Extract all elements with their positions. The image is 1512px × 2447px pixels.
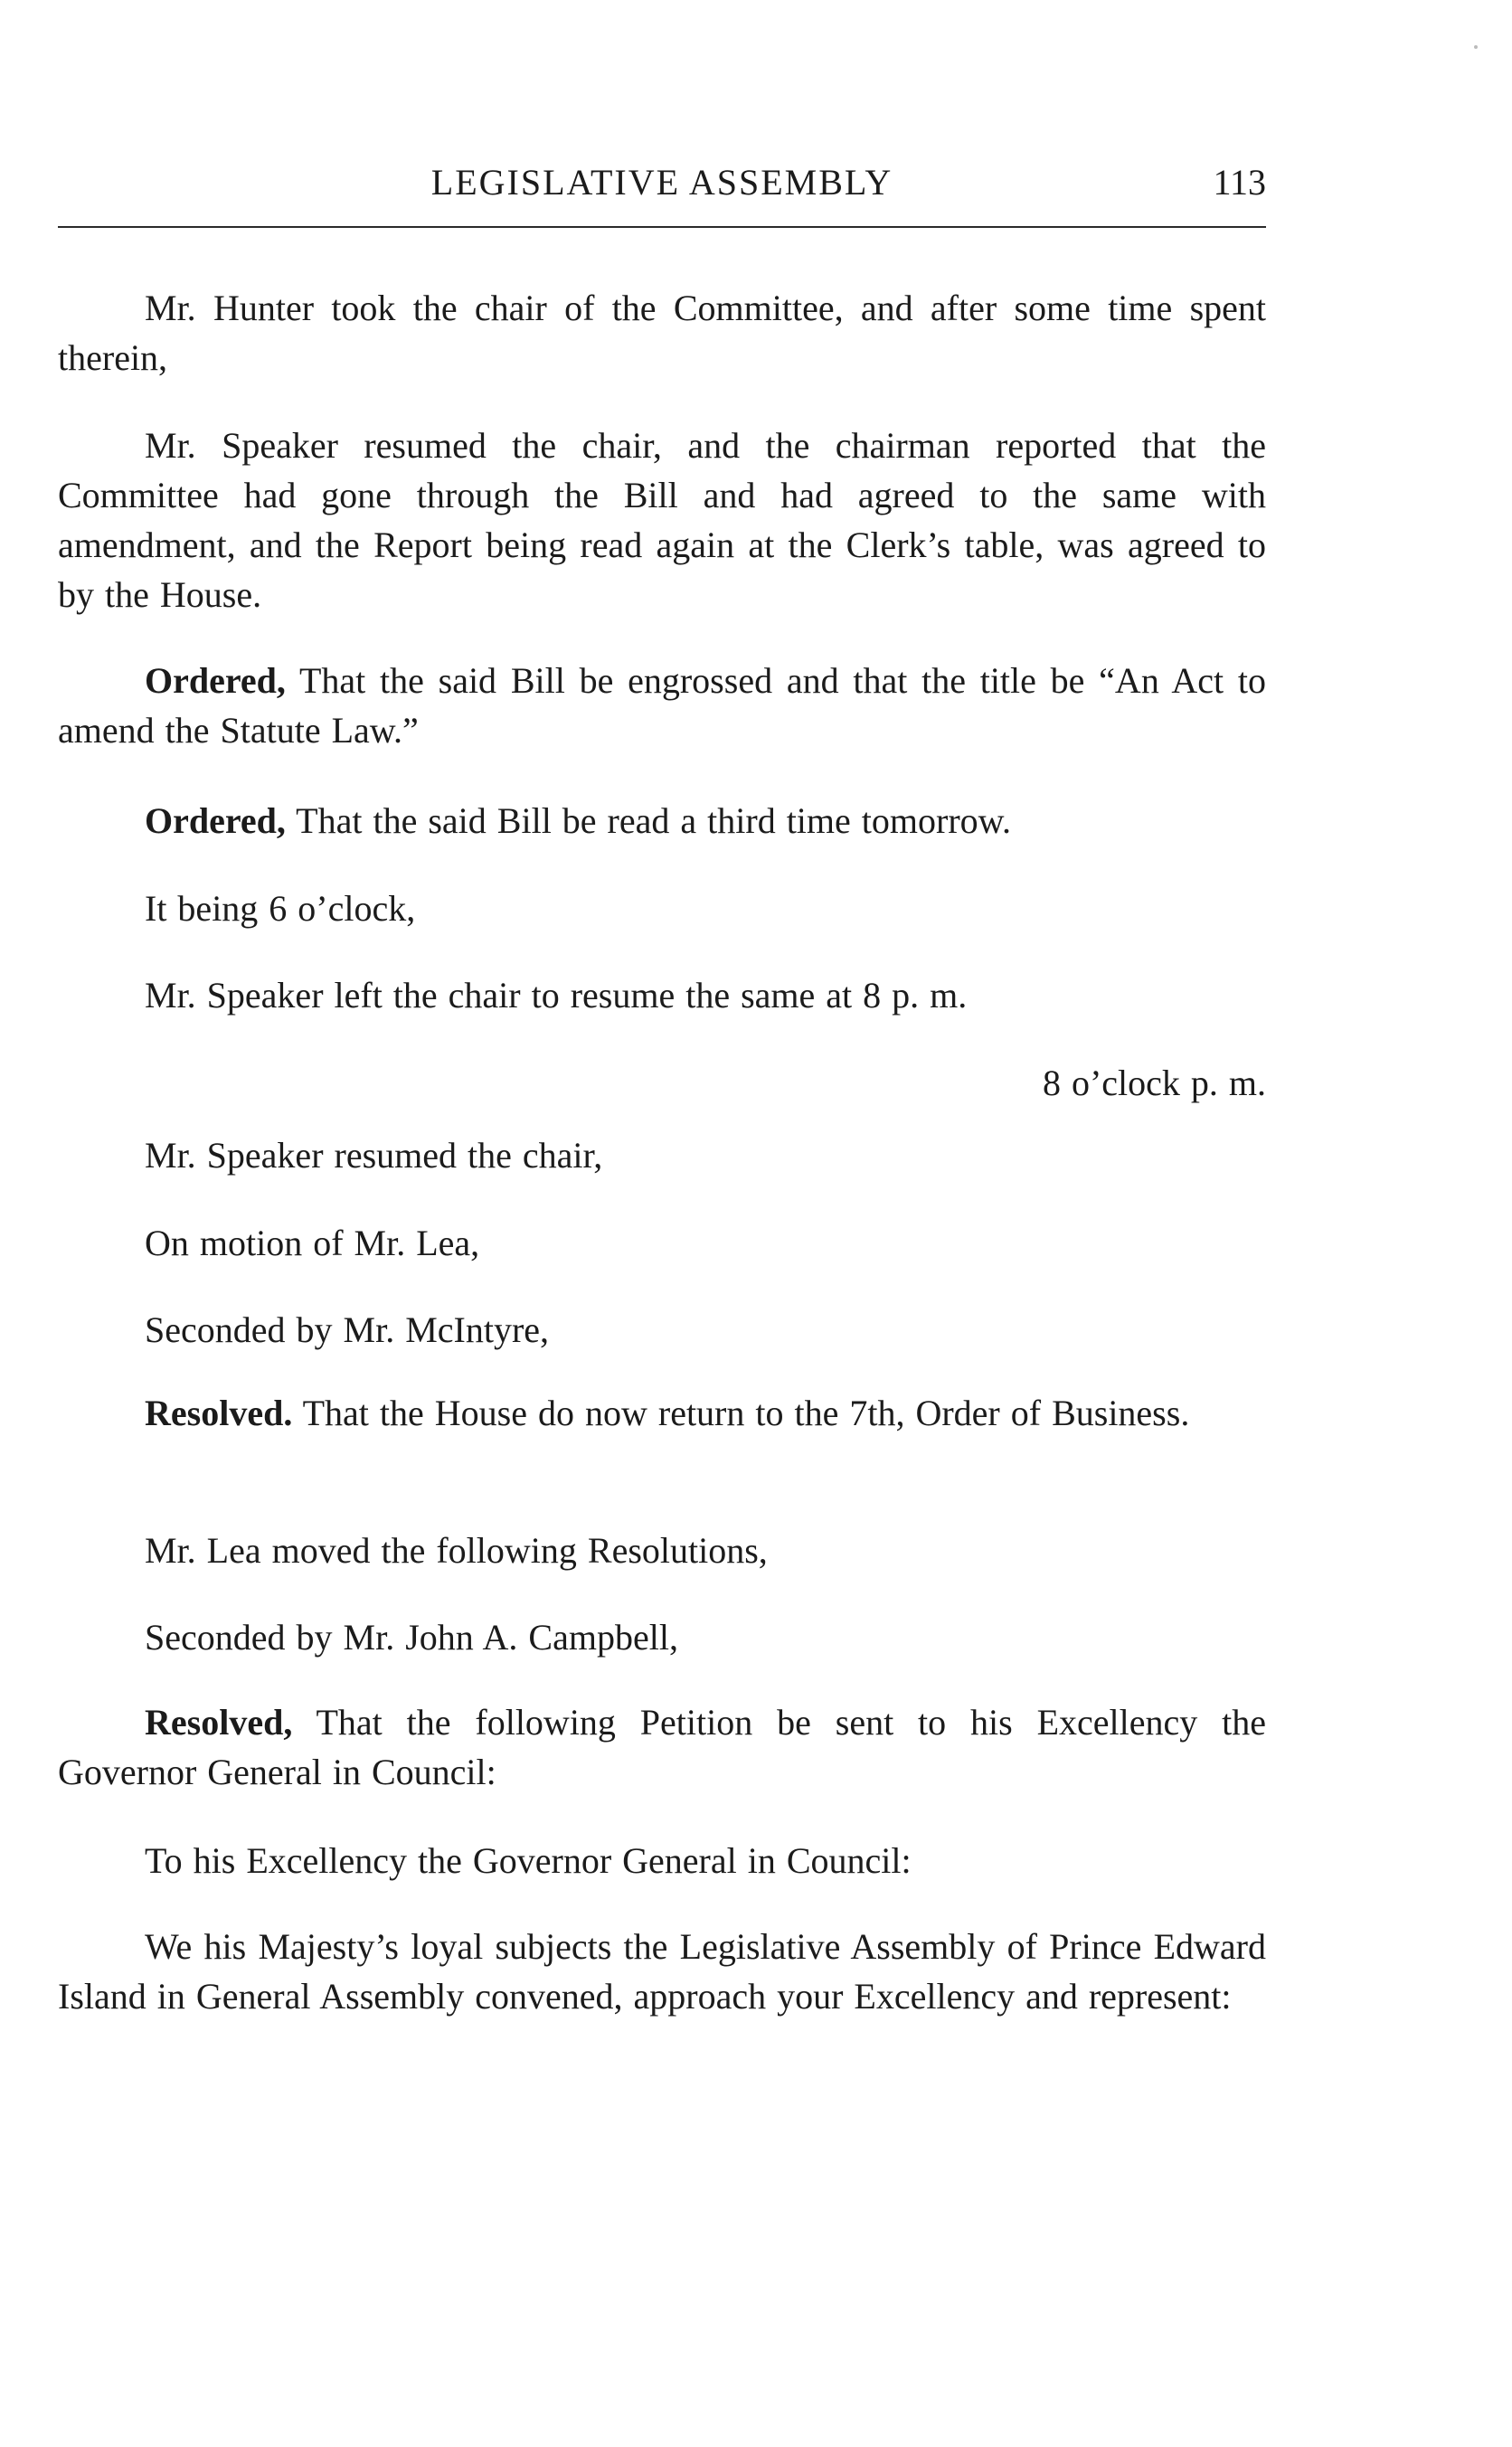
running-header <box>58 161 1266 208</box>
ordered-label: Ordered, <box>145 660 286 701</box>
paragraph-seconded-mcintyre: Seconded by Mr. McIntyre, <box>145 1309 550 1350</box>
paragraph-lea-moved: Mr. Lea moved the following Resolutions, <box>145 1530 768 1571</box>
resolved-text: That the following Petition be sent to his Excellency the Governor General in Council: <box>58 1702 1266 1792</box>
paragraph-eight-oclock: 8 o’clock p. m. <box>1042 1063 1266 1103</box>
paragraph-motion-lea: On motion of Mr. Lea, <box>145 1223 480 1263</box>
paragraph-petition-body: We his Majesty’s loyal subjects the Legislative Assembly of Prince Edward Island in General Assembly convened, approach your Excellency and represent: <box>58 1926 1266 2017</box>
paragraph-six-oclock: It being 6 o’clock, <box>145 888 416 929</box>
resolved-text: That the House do now return to the 7th, Order of Business. <box>292 1393 1190 1433</box>
header-rule <box>58 226 1266 228</box>
margin-speck <box>1474 45 1478 49</box>
ordered-text: That the said Bill be read a third time tomorrow. <box>285 800 1011 841</box>
header-title: LEGISLATIVE ASSEMBLY <box>430 162 893 203</box>
paragraph-speaker-left: Mr. Speaker left the chair to resume the same at 8 p. m. <box>145 975 968 1016</box>
ordered-text: That the said Bill be engrossed and that the title be “An Act to amend the Statute Law.” <box>58 660 1266 751</box>
paragraph-committee-report: Mr. Speaker resumed the chair, and the chairman reported that the Committee had gone through the Bill and had agreed to the same with amendment, and the Report being read again at the Clerk’s table, was agreed to by the House. <box>58 425 1266 615</box>
paragraph-ordered-third-reading <box>58 796 1266 846</box>
paragraph-committee-chair: Mr. Hunter took the chair of the Committee, and after some time spent therein, <box>58 288 1266 378</box>
paragraph-resolved-petition <box>58 1697 1266 1797</box>
paragraph-speaker-resumed: Mr. Speaker resumed the chair, <box>145 1135 603 1176</box>
paragraph-ordered-engrossed <box>58 656 1266 755</box>
paragraph-seconded-campbell: Seconded by Mr. John A. Campbell, <box>145 1617 678 1658</box>
paragraph-resolved-return <box>58 1388 1266 1438</box>
resolved-label: Resolved. <box>145 1393 293 1433</box>
ordered-label: Ordered, <box>145 800 286 841</box>
paragraph-petition-address: To his Excellency the Governor General in Council: <box>145 1840 912 1881</box>
resolved-label: Resolved, <box>145 1702 293 1743</box>
page-number: 113 <box>1213 162 1266 203</box>
